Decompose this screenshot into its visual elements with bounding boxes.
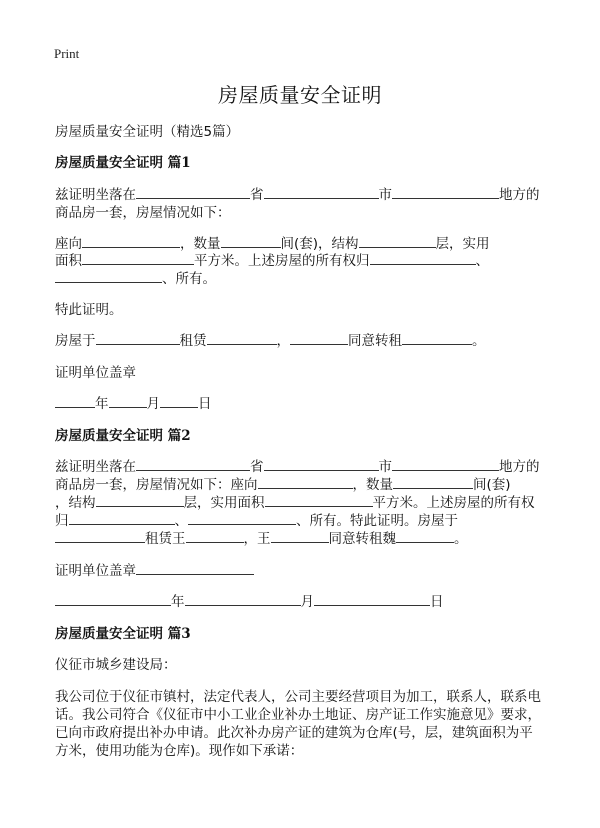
text: 商品房一套，房屋情况如下：座向 xyxy=(55,477,258,493)
section-2-line-5 xyxy=(55,527,468,547)
text: ，数量 xyxy=(352,477,393,493)
section-2-seal xyxy=(55,559,254,579)
fill-blank xyxy=(359,246,436,248)
section-1-heading: 房屋质量安全证明 篇1 xyxy=(55,155,191,171)
text: 同意转租魏 xyxy=(328,531,396,547)
fill-blank xyxy=(186,541,244,543)
section-2-heading: 房屋质量安全证明 篇2 xyxy=(55,428,191,444)
fill-blank xyxy=(69,523,175,525)
fill-blank xyxy=(109,406,147,408)
subtitle: 房屋质量安全证明（精选5篇） xyxy=(55,124,240,140)
fill-blank xyxy=(370,263,476,265)
fill-blank xyxy=(82,246,180,248)
print-link[interactable]: Print xyxy=(54,46,80,61)
fill-blank xyxy=(393,487,473,489)
text: 、所有。特此证明。房屋于 xyxy=(296,513,458,529)
text: 平方米。上述房屋的所有权 xyxy=(372,495,535,511)
fill-blank xyxy=(392,469,499,471)
section-3-addressee: 仪征市城乡建设局： xyxy=(55,657,177,673)
section-1-paragraph-2-cont xyxy=(55,249,489,269)
fill-blank xyxy=(55,604,171,606)
section-1-paragraph-1-cont: 商品房一套，房屋情况如下： xyxy=(55,205,231,221)
text: 兹证明坐落在 xyxy=(55,187,136,203)
fill-blank xyxy=(271,541,329,543)
fill-blank xyxy=(258,487,353,489)
section-1-seal: 证明单位盖章 xyxy=(55,365,136,381)
section-3-heading: 房屋质量安全证明 篇3 xyxy=(55,626,191,642)
fill-blank xyxy=(207,343,277,345)
text: 市 xyxy=(378,187,392,203)
section-2-line-3 xyxy=(55,491,535,511)
fill-blank xyxy=(185,604,301,606)
section-3-body-line: 我公司位于仪征市镇村，法定代表人，公司主要经营项目为加工，联系人，联系电 xyxy=(55,689,541,705)
text: ，结构 xyxy=(55,495,96,511)
text: 地方的 xyxy=(499,459,540,475)
text: 日 xyxy=(198,396,212,412)
fill-blank xyxy=(290,343,348,345)
text: 证明单位盖章 xyxy=(55,563,136,579)
text: ，数量 xyxy=(180,236,221,252)
text: 省 xyxy=(250,459,264,475)
text: 、 xyxy=(174,513,188,529)
fill-blank xyxy=(160,406,198,408)
page-title: 房屋质量安全证明 xyxy=(218,83,382,107)
fill-blank xyxy=(136,469,250,471)
fill-blank xyxy=(221,246,281,248)
text: ，王 xyxy=(243,531,271,547)
section-1-paragraph-2-end xyxy=(55,267,216,287)
fill-blank xyxy=(55,406,95,408)
text: 归 xyxy=(55,513,69,529)
text: 日 xyxy=(430,594,444,610)
section-3-body-line: 已向市政府提出补办申请。此次补办房产证的建筑为仓库(号，层，建筑面积为平 xyxy=(55,725,533,741)
section-3-body-line: 方米，使用功能为仓库)。现作如下承诺： xyxy=(55,743,304,759)
text: 租赁 xyxy=(179,333,207,349)
section-2-line-2 xyxy=(55,473,511,493)
text: 。 xyxy=(454,531,468,547)
text: 平方米。上述房屋的所有权归 xyxy=(194,253,370,269)
section-2-line-1 xyxy=(55,455,540,475)
fill-blank xyxy=(188,523,296,525)
text: 、所有。 xyxy=(162,271,216,287)
section-2-date xyxy=(55,590,444,610)
section-1-paragraph-3: 特此证明。 xyxy=(55,302,123,318)
text: ， xyxy=(276,333,290,349)
fill-blank xyxy=(265,505,373,507)
section-2-line-4 xyxy=(55,509,458,529)
text: 市 xyxy=(378,459,392,475)
section-1-paragraph-1 xyxy=(55,183,540,203)
fill-blank xyxy=(136,197,250,199)
section-3-body-line: 话。我公司符合《仪征市中小工业企业补办土地证、房产证工作实施意见》要求， xyxy=(55,707,541,723)
text: 年 xyxy=(171,594,185,610)
text: 间(套)，结构 xyxy=(280,236,359,252)
fill-blank xyxy=(392,197,499,199)
fill-blank xyxy=(55,281,162,283)
fill-blank xyxy=(402,343,472,345)
text: 层，实用面积 xyxy=(183,495,265,511)
fill-blank xyxy=(55,541,145,543)
section-1-paragraph-4 xyxy=(55,329,486,349)
text: 面积 xyxy=(55,253,82,269)
text: 层，实用 xyxy=(435,236,490,252)
fill-blank xyxy=(264,469,379,471)
fill-blank xyxy=(82,263,194,265)
fill-blank xyxy=(264,197,379,199)
fill-blank xyxy=(96,343,180,345)
text: 间(套) xyxy=(473,477,511,493)
text: 月 xyxy=(300,594,314,610)
fill-blank xyxy=(96,505,184,507)
text: 地方的 xyxy=(499,187,540,203)
text: 年 xyxy=(95,396,109,412)
text: 月 xyxy=(146,396,160,412)
text: 兹证明坐落在 xyxy=(55,459,136,475)
text: 同意转租 xyxy=(348,333,402,349)
text: 省 xyxy=(250,187,264,203)
text: 、 xyxy=(475,253,489,269)
section-1-date xyxy=(55,392,212,412)
text: 。 xyxy=(472,333,486,349)
text: 租赁王 xyxy=(145,531,186,547)
text: 座向 xyxy=(55,236,82,252)
fill-blank xyxy=(396,541,454,543)
text: 房屋于 xyxy=(55,333,96,349)
fill-blank xyxy=(136,573,254,575)
fill-blank xyxy=(314,604,430,606)
